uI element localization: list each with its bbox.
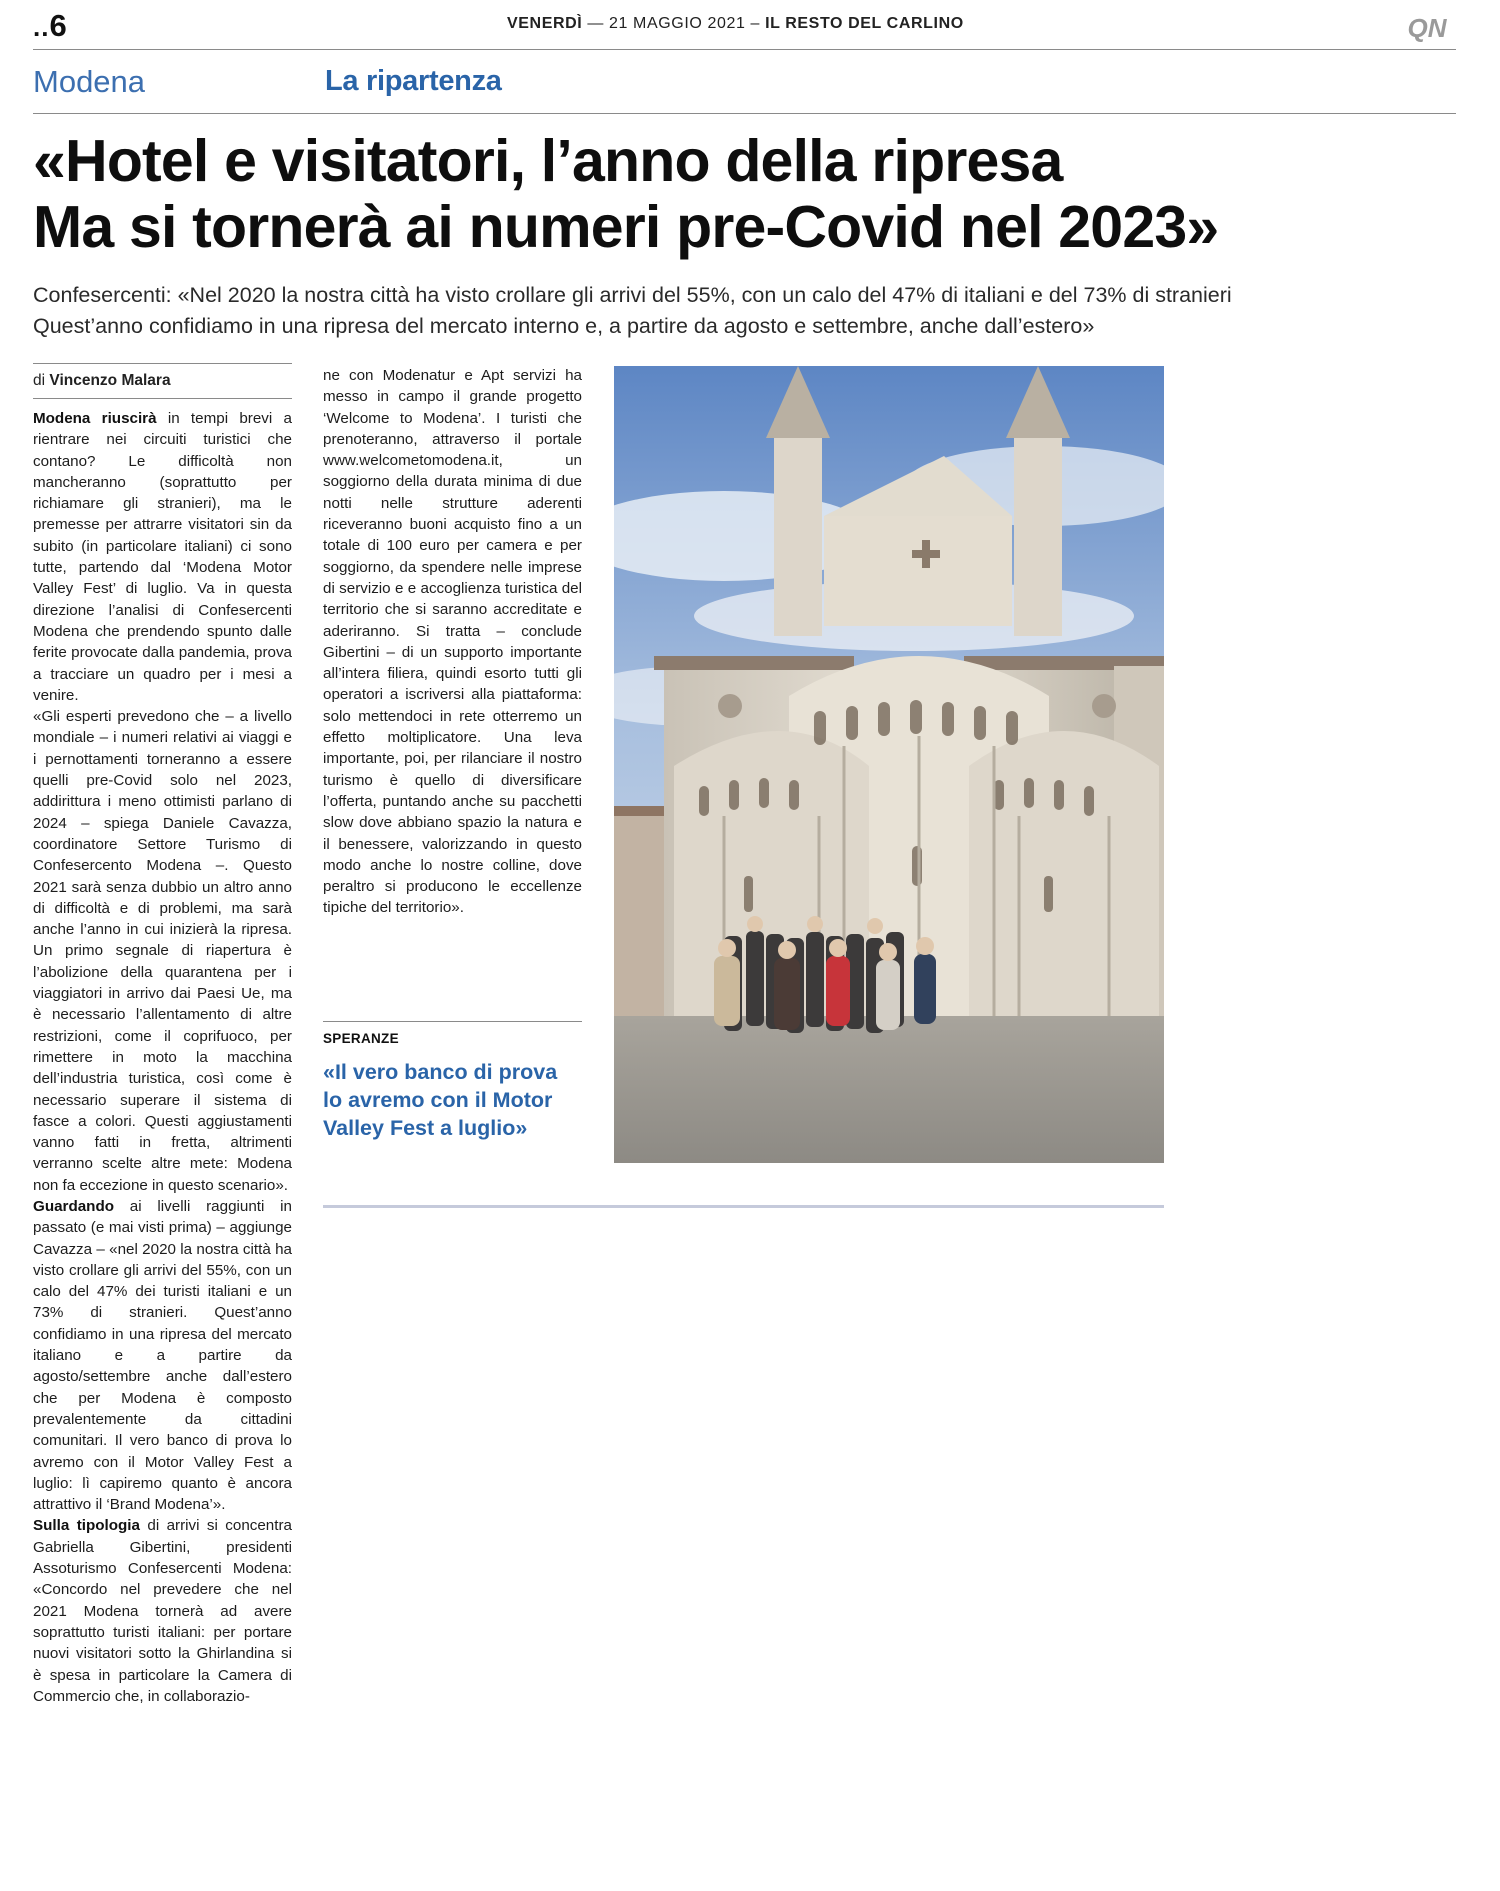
byline-author: Vincenzo Malara [49, 372, 171, 389]
section-row [33, 52, 1456, 114]
paragraph-1-text: in tempi brevi a rientrare nei circuiti turistici che contano? Le difficoltà non mancheranno (soprattutto per richiamare gli stranieri), ma le premesse per attrarre visitatori sin da subito (in particolare italiani) ci sono tutte, partendo dal ‘Modena Motor Valley Fest’ di luglio. Va in questa direzione l’analisi di Confesercenti Modena che prendendo spunto dalle ferite provocate dalla pandemia, prova a tracciare un quadro per i mesi a venire. [33, 410, 292, 704]
subhead-line-1: Confesercenti: «Nel 2020 la nostra città ha visto crollare gli arrivi del 55%, con un calo del 47% di italiani e del 73% di stranieri [33, 283, 1232, 307]
page-number [33, 8, 68, 44]
article-paragraph-4 [33, 1515, 292, 1707]
byline-divider [33, 398, 292, 399]
page-number-value: 6 [49, 8, 68, 43]
section-city: Modena [33, 64, 146, 99]
dateline-day: VENERDÌ [507, 15, 583, 32]
page-header [33, 6, 1456, 50]
subhead-line-2: Quest’anno confidiamo in una ripresa del mercato interno e, a partire da agosto e settembre, anche dall’estero» [33, 314, 1095, 338]
cathedral-illustration [614, 366, 1164, 1163]
qn-logo-icon [1398, 12, 1456, 44]
paragraph-1-lead: Modena riuscirà [33, 410, 157, 427]
dateline-date: — 21 MAGGIO 2021 – [587, 15, 761, 32]
pullquote-text: «Il vero banco di prova lo avremo con il Motor Valley Fest a luglio» [323, 1060, 558, 1140]
article-paragraph-3 [33, 1196, 292, 1515]
paragraph-3-text: ai livelli raggiunti in passato (e mai visti prima) – aggiunge Cavazza – «nel 2020 la nostra città ha visto crollare gli arrivi del 55%, con un calo del 47% dei turisti italiani e un 73% di stranieri. Quest’anno confidiamo in una ripresa del mercato italiano e a partire da agosto/settembre anche dall’estero che per Modena è composto prevalentemente da cittadini comunitari. Il vero banco di prova lo avremo con il Motor Valley Fest a luglio: lì capiremo quanto è ancora attrattivo il ‘Brand Modena’». [33, 1197, 292, 1514]
article-paragraph-5: ne con Modenatur e Apt servizi ha messo in campo il grande progetto ‘Welcome to Modena’. I turisti che prenoteranno, attraverso il portale www.welcometomodena.it, un soggiorno della durata minima di due notti nelle strutture aderenti riceveranno buoni acquisto fino a un totale di 100 euro per camera e per soggiorno, da spendere nelle imprese di servizio e e accoglienza turistica del territorio che si saranno accreditate e aderiranno. Si tratta – conclude Gibertini – di un supporto importante all’intera filiera, quindi esorto tutti gli operatori a iscriversi alla piattaforma: solo mettendoci in rete otterremo un effetto moltiplicatore. Una leva importante, poi, per rilanciare il nostro turismo è quello di diversificare l’offerta, puntando anche su pacchetti slow dove abbiano spazio la natura e il benessere, valorizzando in questo modo anche lo nostre colline, dove peraltro si producono le eccellenze tipiche del territorio». [323, 367, 582, 917]
section-topic: La ripartenza [325, 65, 502, 97]
headline [33, 128, 1473, 260]
article-paragraph-2: «Gli esperti prevedono che – a livello mondiale – i numeri relativi ai viaggi e i pernottamenti torneranno a essere quelli pre-Covid solo nel 2023, addirittura i meno ottimisti parlano di 2024 – spiega Daniele Cavazza, coordinatore Settore Turismo di Confesercento Modena –. Questo 2021 sarà senza dubbio un altro anno di difficoltà e di problemi, ma sarà anche l’anno in cui inizierà la ripresa. Un primo segnale di riapertura è l’abolizione della quarantena per i viaggiatori in arrivo dai Paesi Ue, ma è necessario l’allentamento di altre restrizioni, come il coprifuoco, per rimettere in moto la macchina dell’industria turistica, così come è necessario superare il sistema di fasce a colori. Questi aggiustamenti vanno fatti in fretta, altrimenti verranno scelte altre mete: Modena non fa eccezione in questo scenario». [33, 708, 292, 1194]
qn-logo-text: QN [1407, 13, 1447, 43]
headline-line-2: Ma si tornerà ai numeri pre-Covid nel 2023» [33, 194, 1219, 260]
paragraph-3-lead: Guardando [33, 1197, 115, 1215]
cathedral-photo [614, 366, 1164, 1163]
dateline [507, 15, 964, 33]
article-column-2 [323, 365, 582, 919]
pullquote [323, 1021, 582, 1142]
article-column-1 [33, 408, 292, 1707]
newspaper-name: IL RESTO DEL CARLINO [765, 15, 964, 32]
pullquote-label: SPERANZE [323, 1031, 399, 1046]
byline-prefix: di [33, 372, 46, 389]
subhead [33, 280, 1463, 342]
page-dots: .. [33, 12, 50, 42]
article-paragraph-1 [33, 408, 292, 706]
headline-line-1: «Hotel e visitatori, l’anno della ripresa [33, 128, 1063, 194]
paragraph-4-lead: Sulla tipologia [33, 1517, 140, 1535]
byline [33, 363, 292, 390]
paragraph-4-text: di arrivi si concentra Gabriella Gibertini, presidenti Assoturismo Confesercenti Modena: «Concordo nel prevedere che nel 2021 Modena tornerà ad avere soprattutto turisti italiani: per portare nuovi visitatori sotto la Ghirlandina si è spesa in particolare la Camera di Commercio che, in collaborazio- [33, 1517, 292, 1705]
bottom-divider [323, 1205, 1164, 1208]
